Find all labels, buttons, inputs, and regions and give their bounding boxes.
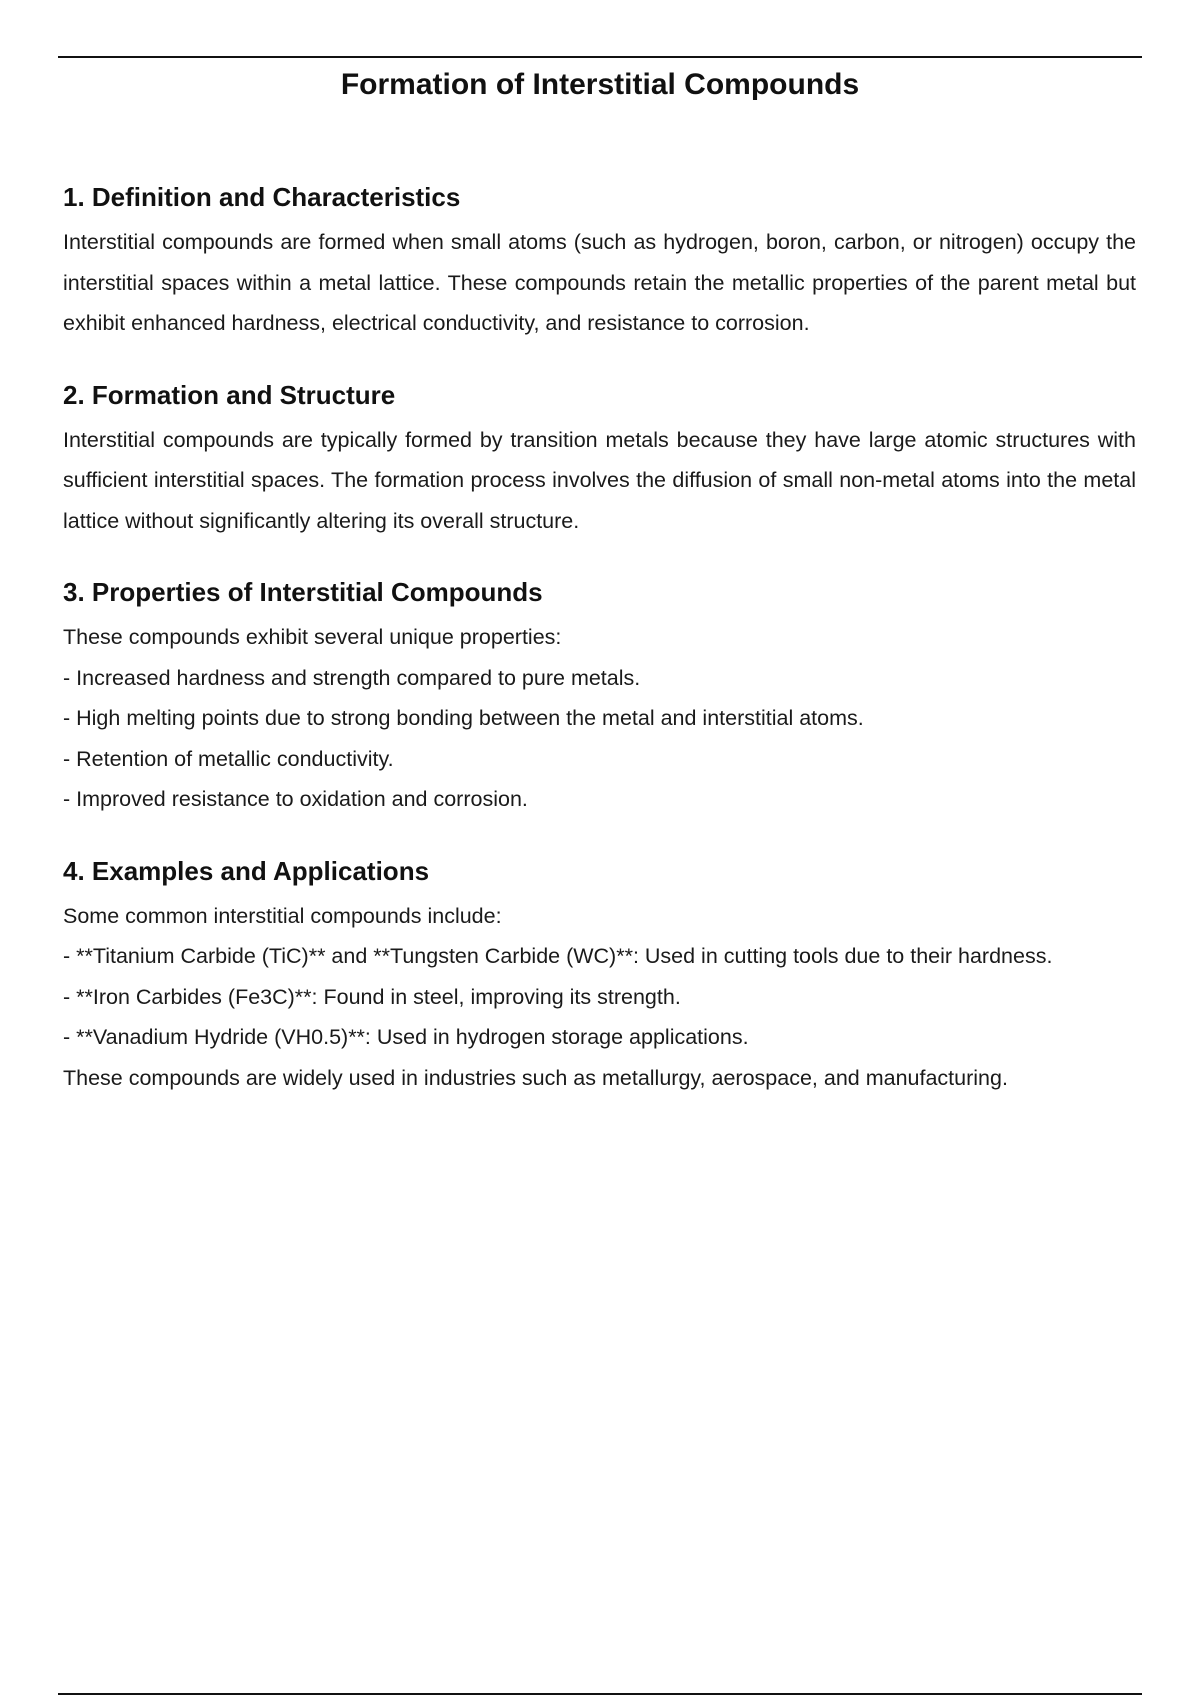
section-examples — [63, 854, 1136, 1099]
document-title: Formation of Interstitial Compounds — [340, 68, 860, 101]
section-heading: 4. Examples and Applications — [63, 855, 430, 886]
section-properties — [63, 575, 1136, 820]
list-item: - **Vanadium Hydride (VH0.5)**: Used in hydrogen storage applications. — [63, 1025, 749, 1049]
intro-line: These compounds exhibit several unique properties: — [63, 625, 562, 649]
intro-line: Some common interstitial compounds include: — [63, 903, 502, 928]
section-heading: 3. Properties of Interstitial Compounds — [63, 577, 543, 607]
section-paragraph: Interstitial compounds are formed when small atoms (such as hydrogen, boron, carbon, or nitrogen) occupy the interstitial spaces within a metal lattice. These compounds retain the metallic properties of the parent metal but exhibit enhanced hardness, electrical conductivity, and resistance to corrosion. — [63, 230, 1136, 335]
list-item: - **Titanium Carbide (TiC)** and **Tungsten Carbide (WC)**: Used in cutting tools due to their hardness. — [63, 944, 1053, 968]
bottom-rule — [58, 1693, 1142, 1695]
closing-line: These compounds are widely used in industries such as metallurgy, aerospace, and manufacturing. — [63, 1065, 1008, 1090]
list-item: - Increased hardness and strength compared to pure metals. — [63, 665, 641, 690]
section-heading: 2. Formation and Structure — [63, 379, 396, 410]
list-item: - High melting points due to strong bonding between the metal and interstitial atoms. — [63, 706, 864, 730]
list-item: - Improved resistance to oxidation and corrosion. — [63, 787, 528, 811]
top-rule — [58, 56, 1142, 58]
section-heading: 1. Definition and Characteristics — [63, 182, 461, 212]
section-definition — [63, 180, 1136, 344]
section-paragraph: Interstitial compounds are typically formed by transition metals because they have large atomic structures with sufficient interstitial spaces. The formation process involves the diffusion of small non-metal atoms into the metal lattice without significantly altering its overall structure. — [63, 427, 1136, 533]
list-item: - **Iron Carbides (Fe3C)**: Found in steel, improving its strength. — [63, 984, 681, 1009]
list-item: - Retention of metallic conductivity. — [63, 746, 394, 771]
section-formation — [63, 378, 1136, 542]
document-body — [63, 180, 1136, 1132]
